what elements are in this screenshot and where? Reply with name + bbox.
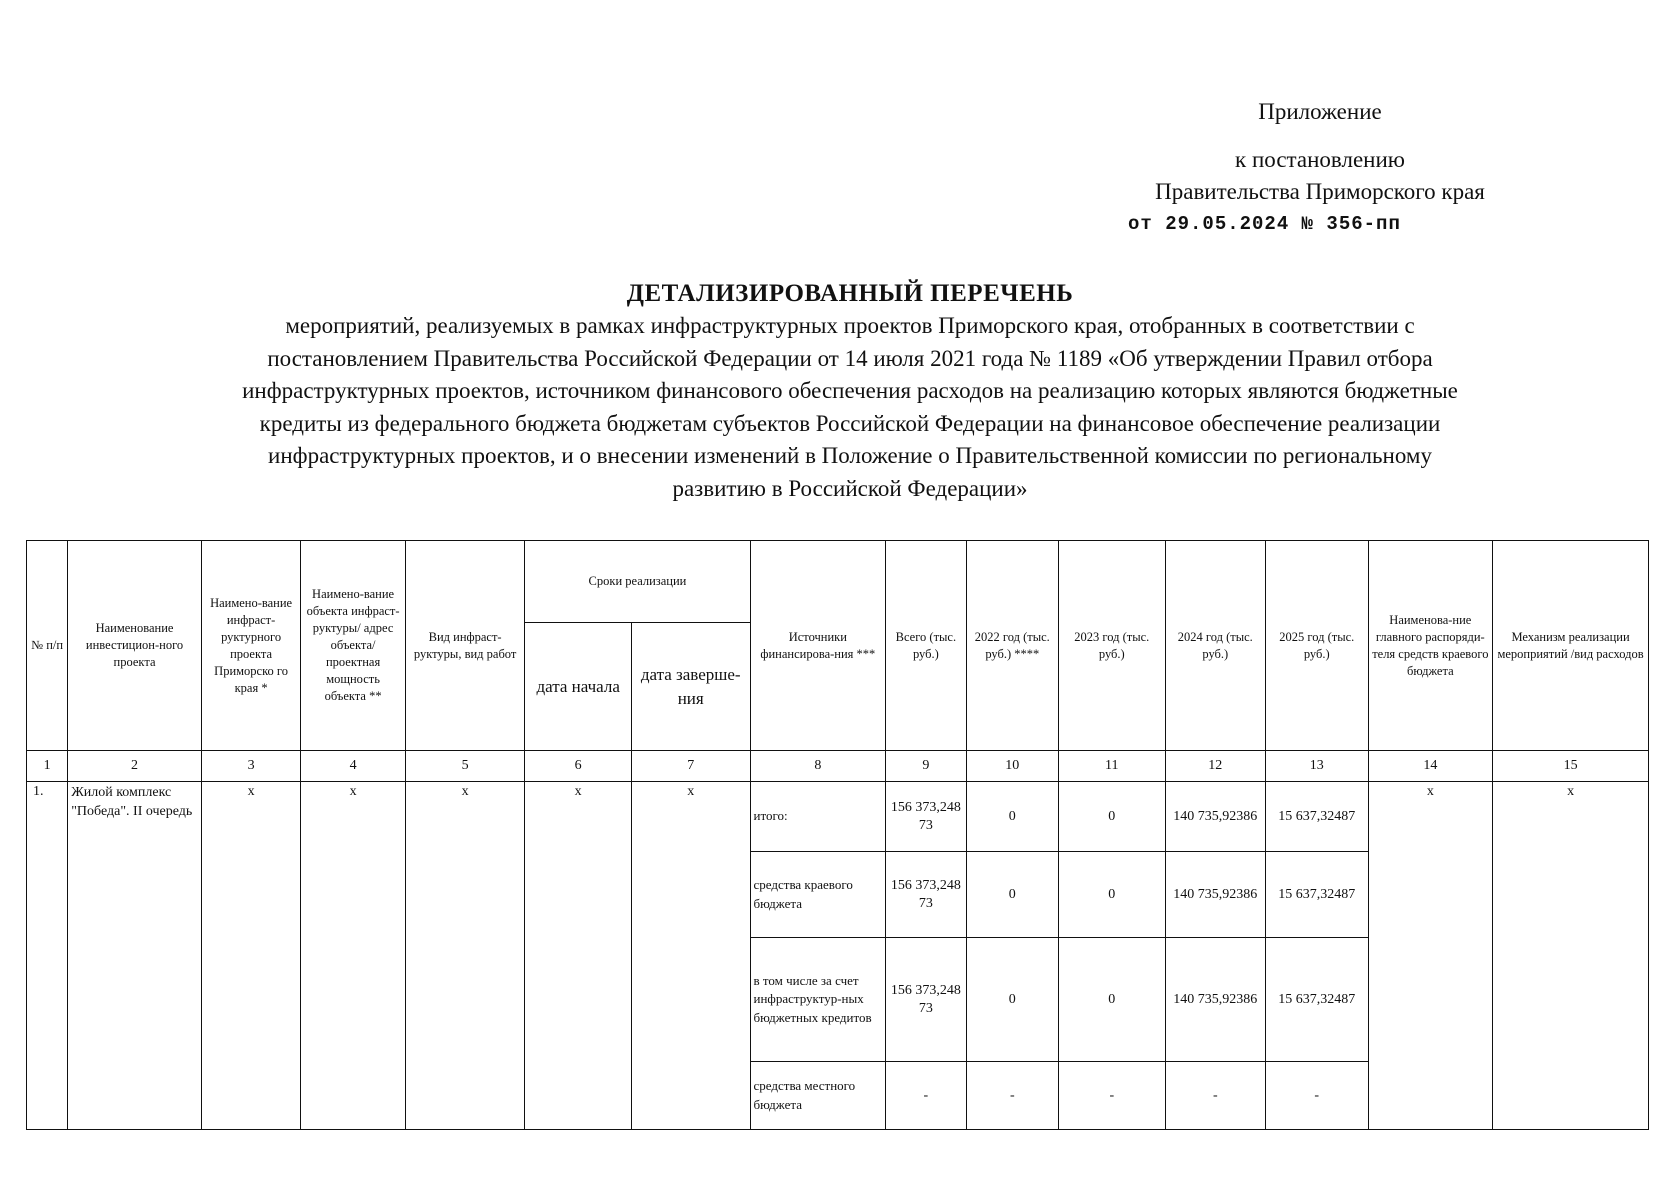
column-number: 2 bbox=[68, 751, 202, 782]
document-title bbox=[80, 278, 1620, 505]
source-label: средства местного бюджета bbox=[750, 1062, 886, 1130]
column-number: 15 bbox=[1493, 751, 1649, 782]
value-2025: 15 637,32487 bbox=[1266, 938, 1369, 1062]
project-mechanism: х bbox=[1493, 782, 1649, 1130]
header-end-date: дата заверше-ния bbox=[631, 623, 750, 751]
header-project-name: Наименование инвестицион-ного проекта bbox=[68, 541, 202, 751]
project-name: Жилой комплекс "Победа". II очередь bbox=[68, 782, 202, 1130]
title-line-3: инфраструктурных проектов, источником финансового обеспечения расходов на реализацию которых являются бюджетные bbox=[242, 378, 1458, 403]
column-number: 11 bbox=[1059, 751, 1166, 782]
header-mechanism: Механизм реализации мероприятий /вид расходов bbox=[1493, 541, 1649, 751]
value-2024: 140 735,92386 bbox=[1165, 852, 1265, 938]
value-2023: 0 bbox=[1059, 852, 1166, 938]
header-infra-type: Вид инфраст-руктуры, вид работ bbox=[405, 541, 525, 751]
title-line-2: постановлением Правительства Российской Федерации от 14 июля 2021 года № 1189 «Об утверждении Правил отбора bbox=[267, 345, 1433, 371]
column-number: 3 bbox=[201, 751, 300, 782]
header-infra-project: Наимено-вание инфраст-руктурного проекта Приморско го края * bbox=[201, 541, 300, 751]
total-value: 156 373,248 73 bbox=[886, 938, 966, 1062]
project-start-date: х bbox=[525, 782, 632, 1130]
column-number: 8 bbox=[750, 751, 886, 782]
value-2025: - bbox=[1266, 1062, 1369, 1130]
value-2024: 140 735,92386 bbox=[1165, 782, 1265, 852]
header-num: № п/п bbox=[27, 541, 68, 751]
source-label: итого: bbox=[750, 782, 886, 852]
header-2022: 2022 год (тыс. руб.) **** bbox=[966, 541, 1058, 751]
header-total: Всего (тыс. руб.) bbox=[886, 541, 966, 751]
value-2023: 0 bbox=[1059, 782, 1166, 852]
project-infra-project: х bbox=[201, 782, 300, 1130]
header-2025: 2025 год (тыс. руб.) bbox=[1266, 541, 1369, 751]
header-2023: 2023 год (тыс. руб.) bbox=[1059, 541, 1166, 751]
column-number: 5 bbox=[405, 751, 525, 782]
annex-line-2: к постановлению bbox=[1235, 147, 1405, 172]
value-2022: 0 bbox=[966, 938, 1058, 1062]
total-value: 156 373,248 73 bbox=[886, 782, 966, 852]
header-sources: Источники финансирова-ния *** bbox=[750, 541, 886, 751]
column-number: 14 bbox=[1368, 751, 1493, 782]
project-number: 1. bbox=[27, 782, 68, 1130]
header-2024: 2024 год (тыс. руб.) bbox=[1165, 541, 1265, 751]
value-2024: - bbox=[1165, 1062, 1265, 1130]
source-label: средства краевого бюджета bbox=[750, 852, 886, 938]
annex-line-3: Правительства Приморского края bbox=[1155, 179, 1485, 204]
value-2025: 15 637,32487 bbox=[1266, 852, 1369, 938]
value-2023: 0 bbox=[1059, 938, 1166, 1062]
column-number: 12 bbox=[1165, 751, 1265, 782]
header-timeline: Сроки реализации bbox=[525, 541, 750, 623]
source-label: в том числе за счет инфраструктур-ных бюджетных кредитов bbox=[750, 938, 886, 1062]
column-number: 4 bbox=[301, 751, 406, 782]
title-line-5: инфраструктурных проектов, и о внесении изменений в Положение о Правительственной комиссии по региональному bbox=[268, 443, 1432, 468]
title-line-6: развитию в Российской Федерации» bbox=[672, 475, 1028, 501]
column-number: 1 bbox=[27, 751, 68, 782]
header-main-manager: Наименова-ние главного распоряди-теля средств краевого бюджета bbox=[1368, 541, 1493, 751]
column-number: 13 bbox=[1266, 751, 1369, 782]
project-infra-type: х bbox=[405, 782, 525, 1130]
value-2022: - bbox=[966, 1062, 1058, 1130]
title-line-4: кредиты из федерального бюджета бюджетам субъектов Российской Федерации на финансовое обеспечение реализации bbox=[259, 410, 1441, 436]
header-infra-object: Наимено-вание объекта инфраст-руктуры/ адрес объекта/ проектная мощность объекта ** bbox=[301, 541, 406, 751]
project-end-date: х bbox=[631, 782, 750, 1130]
total-value: - bbox=[886, 1062, 966, 1130]
measures-table bbox=[26, 540, 1649, 1130]
table-row bbox=[27, 782, 1649, 852]
project-infra-object: х bbox=[301, 782, 406, 1130]
header-start-date: дата начала bbox=[525, 623, 632, 751]
value-2023: - bbox=[1059, 1062, 1166, 1130]
annex-line-1: Приложение bbox=[1258, 99, 1382, 124]
project-main-manager: х bbox=[1368, 782, 1493, 1130]
value-2022: 0 bbox=[966, 782, 1058, 852]
title-line-1: мероприятий, реализуемых в рамках инфраструктурных проектов Приморского края, отобранных в соответствии с bbox=[285, 313, 1415, 338]
annex-date-number: от 29.05.2024 № 356-пп bbox=[1128, 213, 1401, 235]
column-number: 7 bbox=[631, 751, 750, 782]
column-number: 10 bbox=[966, 751, 1058, 782]
value-2025: 15 637,32487 bbox=[1266, 782, 1369, 852]
column-number: 9 bbox=[886, 751, 966, 782]
value-2022: 0 bbox=[966, 852, 1058, 938]
column-numbers-row bbox=[27, 751, 1649, 782]
total-value: 156 373,248 73 bbox=[886, 852, 966, 938]
value-2024: 140 735,92386 bbox=[1165, 938, 1265, 1062]
annex-block bbox=[1060, 96, 1540, 240]
title-main: ДЕТАЛИЗИРОВАННЫЙ ПЕРЕЧЕНЬ bbox=[626, 280, 1074, 307]
column-number: 6 bbox=[525, 751, 632, 782]
